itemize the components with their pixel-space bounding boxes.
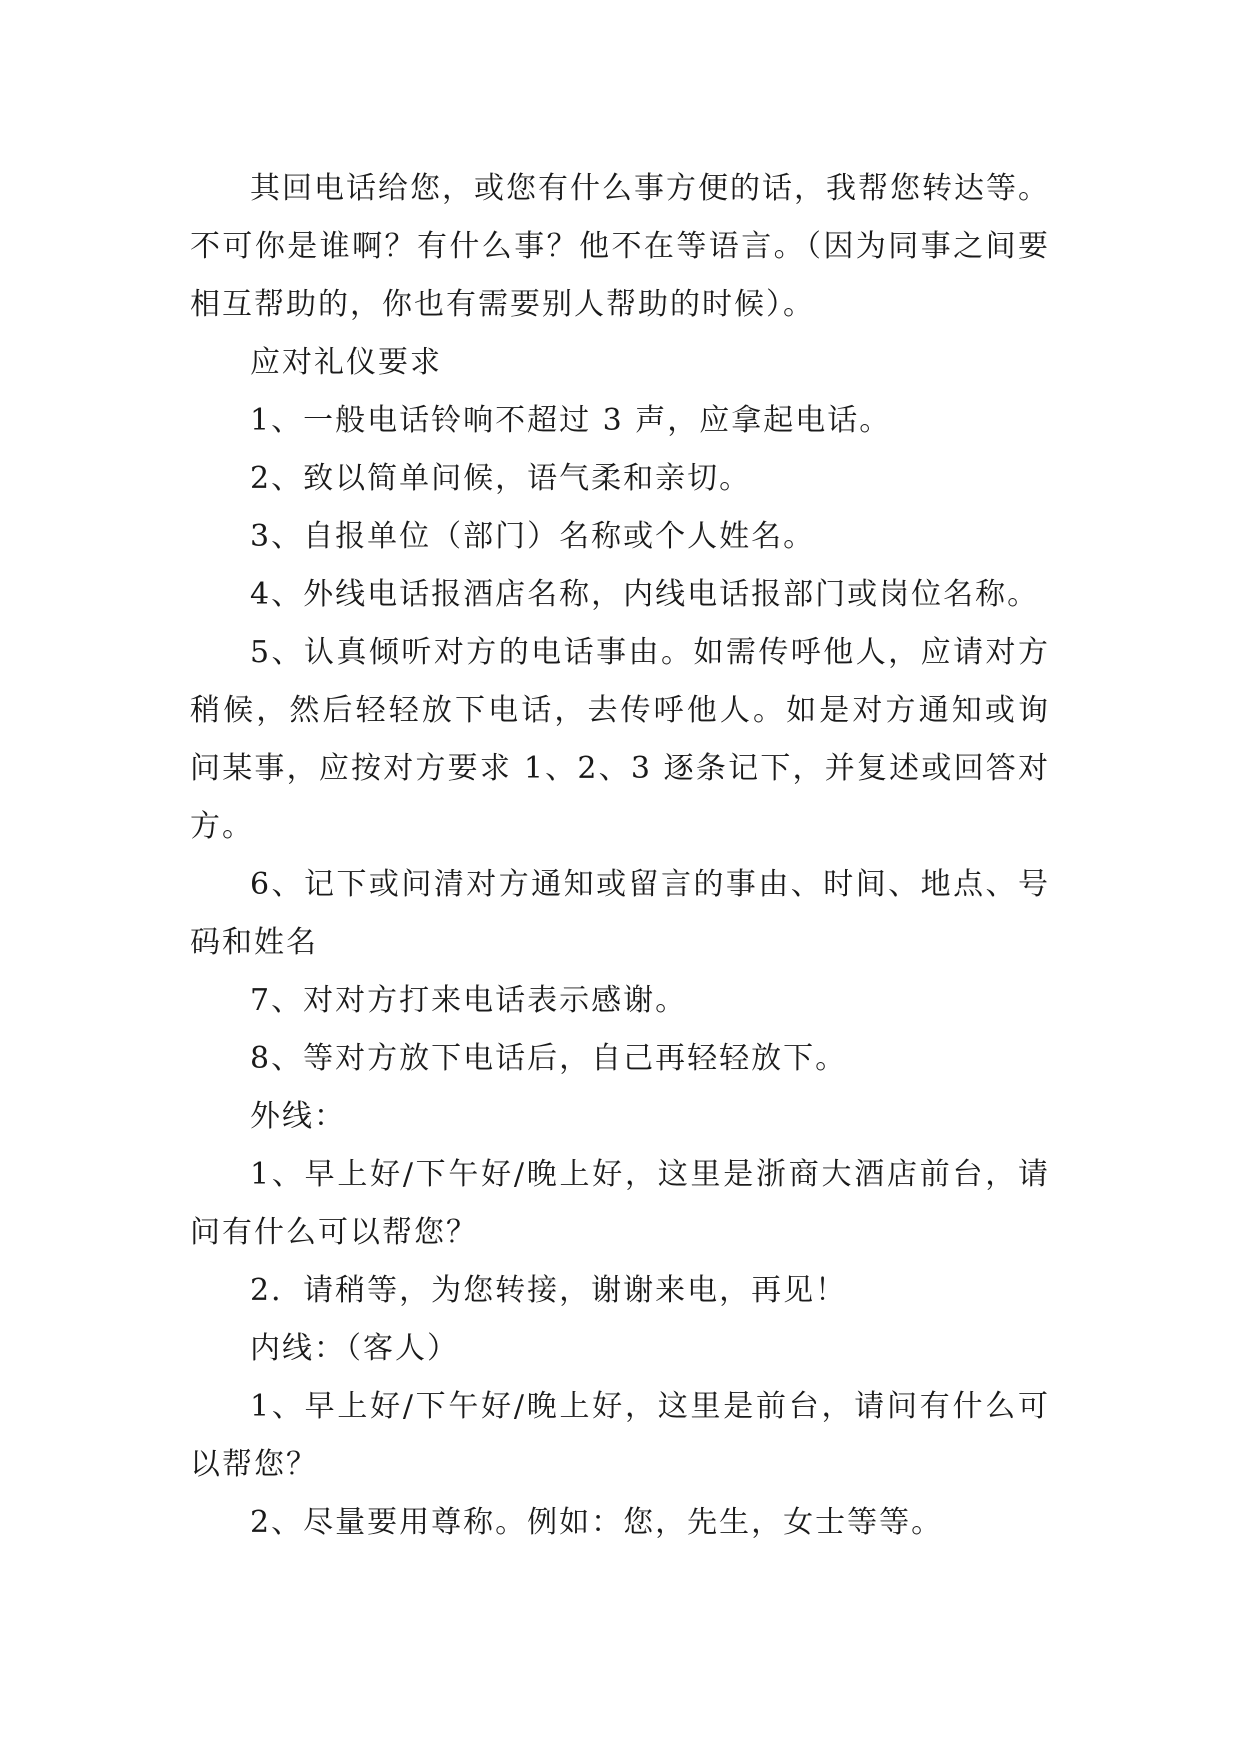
- list-item-3: 3、自报单位（部门）名称或个人姓名。: [250, 519, 816, 554]
- paragraph-continuation: 其回电话给您，或您有什么事方便的话，我帮您转达等。不可你是谁啊？有什么事？他不在等语言。（因为同事之间要相互帮助的，你也有需要别人帮助的时候）。: [190, 171, 1050, 322]
- list-item-6: 6、记下或问清对方通知或留言的事由、时间、地点、号码和姓名: [190, 867, 1050, 960]
- list-item-7: 7、对对方打来电话表示感谢。: [250, 983, 688, 1018]
- section-heading-requirements: 应对礼仪要求: [250, 345, 442, 380]
- list-item-1: 1、一般电话铃响不超过 3 声，应拿起电话。: [250, 403, 892, 438]
- section-heading-external: 外线：: [250, 1099, 346, 1134]
- document-body: [190, 160, 1050, 1552]
- list-item-8: 8、等对方放下电话后，自己再轻轻放下。: [250, 1041, 848, 1076]
- section-heading-internal: 内线：（客人）: [250, 1331, 459, 1366]
- external-script-2: 2．请稍等，为您转接，谢谢来电，再见！: [250, 1273, 848, 1308]
- external-script-1: 1、早上好/下午好/晚上好，这里是浙商大酒店前台，请问有什么可以帮您？: [190, 1157, 1050, 1250]
- internal-script-1: 1、早上好/下午好/晚上好，这里是前台，请问有什么可以帮您？: [190, 1389, 1050, 1482]
- list-item-5: 5、认真倾听对方的电话事由。如需传呼他人，应请对方稍候，然后轻轻放下电话，去传呼他人。如是对方通知或询问某事，应按对方要求 1、2、3 逐条记下，并复述或回答对方。: [190, 635, 1050, 844]
- list-item-4: 4、外线电话报酒店名称，内线电话报部门或岗位名称。: [250, 577, 1040, 612]
- internal-script-2: 2、尽量要用尊称。例如：您，先生，女士等等。: [250, 1505, 944, 1540]
- list-item-2: 2、致以简单问候，语气柔和亲切。: [250, 461, 752, 496]
